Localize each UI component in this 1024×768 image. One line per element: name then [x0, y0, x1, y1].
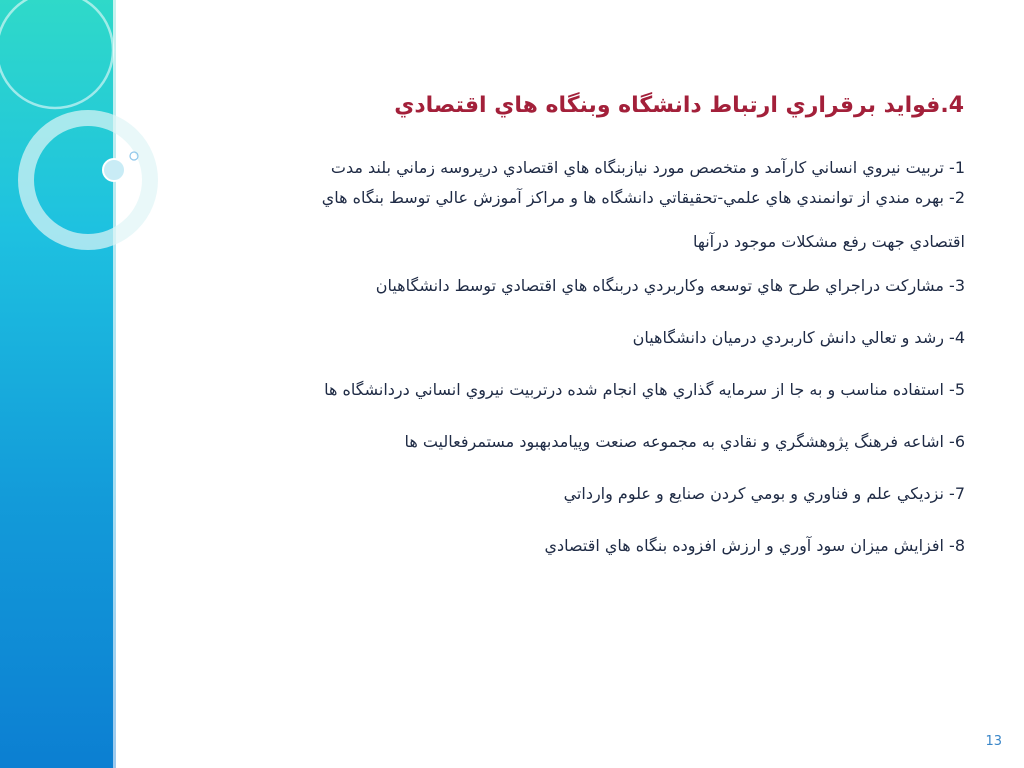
list-item: 3- مشاركت دراجراي طرح هاي توسعه وكاربردي دربنگاه هاي اقتصادي توسط دانشگاهيان	[375, 276, 965, 295]
list-item: 5- استفاده مناسب و به جا از سرمايه گذاري هاي انجام شده درتربيت نيروي انساني دردانشگاه ها	[324, 380, 965, 399]
slide-page-number: 13	[985, 734, 1002, 749]
list-item: 4- رشد و تعالي دانش كاربردي درميان دانشگاهيان	[632, 328, 965, 347]
sidebar-edge-strip	[113, 0, 116, 768]
list-item: 7- نزديكي علم و فناوري و بومي كردن صنايع و علوم وارداتي	[563, 484, 965, 503]
list-item: 2- بهره مندي از توانمندي هاي علمي-تحقيقاتي دانشگاه ها و مراكز آموزش عالي توسط بنگاه هاي	[321, 188, 965, 207]
benefits-list	[165, 155, 965, 559]
list-item: 8- افزايش ميزان سود آوري و ارزش افزوده بنگاه هاي اقتصادي	[544, 536, 965, 555]
list-item: 6- اشاعه فرهنگ پژوهشگري و نقادي به مجموعه صنعت وپيامدبهبود مستمرفعاليت ها	[404, 432, 965, 451]
sidebar-gradient-band	[0, 0, 113, 768]
slide-title: 4.فوايد برقراري ارتباط دانشگاه وبنگاه هاي اقتصادي	[394, 93, 964, 118]
decor-dot-small	[130, 152, 138, 160]
list-item: 1- تربيت نيروي انساني كارآمد و متخصص مورد نيازبنگاه هاي اقتصادي درپروسه زماني بلند مدت	[330, 158, 965, 177]
list-item: اقتصادي جهت رفع مشكلات موجود درآنها	[692, 232, 965, 251]
